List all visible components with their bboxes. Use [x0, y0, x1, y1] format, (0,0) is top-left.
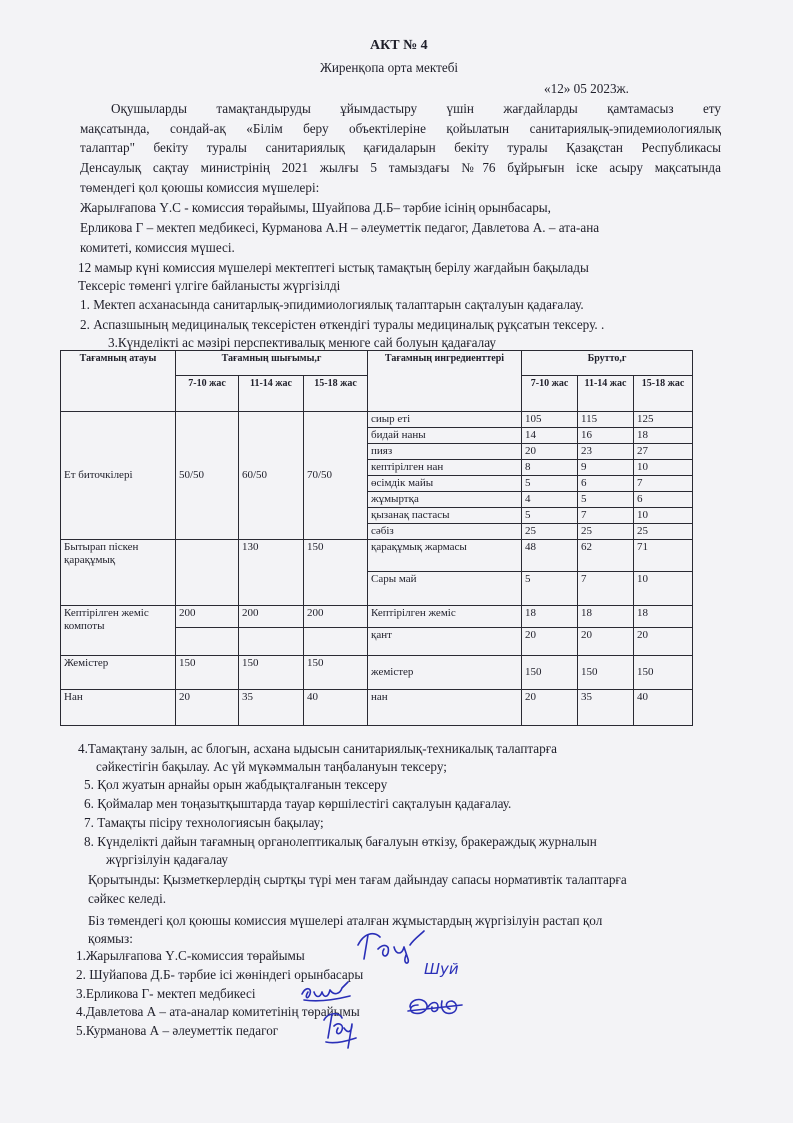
header-ingredients: Тағамның ингредиенттері [368, 351, 522, 412]
header-age: 15-18 жас [304, 376, 368, 412]
yield-cell [304, 628, 368, 656]
signatory-line: 4.Давлетова А – ата-аналар комитетінің төрайымы [76, 1004, 360, 1019]
ingredient-name: жұмыртқа [368, 492, 522, 508]
ingredient-name: пияз [368, 444, 522, 460]
brutto-cell: 10 [634, 572, 693, 606]
yield-cell: 60/50 [239, 412, 304, 540]
brutto-cell: 27 [634, 444, 693, 460]
yield-cell [176, 540, 239, 606]
intro-line: комитеті, комиссия мүшесі. [80, 240, 235, 255]
ingredient-name: қант [368, 628, 522, 656]
brutto-cell: 125 [634, 412, 693, 428]
yield-cell: 200 [176, 606, 239, 628]
header-age: 7-10 жас [522, 376, 578, 412]
ingredient-name: кептірілген нан [368, 460, 522, 476]
brutto-cell: 18 [634, 606, 693, 628]
conclusion-line: сәйкес келеді. [88, 891, 167, 906]
brutto-cell: 18 [634, 428, 693, 444]
table-row [61, 656, 693, 690]
check-item: 4.Тамақтану залын, ас блогын, асхана ыдысын санитариялық-техникалық талаптарға [78, 741, 558, 756]
check-item: 3.Күнделікті ас мәзірі перспективалық менюге сай болуын қадағалау [108, 335, 497, 350]
signature-1 [350, 925, 430, 965]
brutto-cell: 150 [522, 656, 578, 690]
conclusion-line: Қорытынды: Қызметкерлердің сыртқы түрі мен тағам дайындау сапасы нормативтік талаптарға [88, 872, 627, 887]
dish-name: Бытырап піскен қарақұмық [61, 540, 176, 606]
brutto-cell: 20 [578, 628, 634, 656]
check-item: жүргізілуін қадағалау [106, 852, 228, 867]
signatory-line: 5.Курманова А – әлеуметтік педагог [76, 1023, 279, 1038]
header-age: 15-18 жас [634, 376, 693, 412]
header-age: 11-14 жас [239, 376, 304, 412]
brutto-cell: 150 [578, 656, 634, 690]
brutto-cell: 20 [634, 628, 693, 656]
brutto-cell: 5 [522, 476, 578, 492]
intro-line: мақсатында, сондай-ақ «Білім беру объектілеріне қойылатын санитариялық-эпидемиологиялық [80, 121, 721, 136]
ingredient-name: Сары май [368, 572, 522, 606]
signatory-line: 1.Жарылғапова Ү.С-комиссия төрайымы [76, 948, 305, 963]
brutto-cell: 40 [634, 690, 693, 726]
yield-cell: 200 [239, 606, 304, 628]
brutto-cell: 4 [522, 492, 578, 508]
brutto-cell: 7 [578, 572, 634, 606]
brutto-cell: 35 [578, 690, 634, 726]
intro-line: Жарылғапова Ү.С - комиссия төрайымы, Шуайпова Д.Б– тәрбие ісінің орынбасары, [80, 200, 551, 215]
check-item: сәйкестігін бақылау. Ас үй мүкәммалын таңбалануын тексеру; [96, 759, 447, 774]
check-item: 7. Тамақты пісіру технологиясын бақылау; [84, 815, 324, 830]
brutto-cell: 16 [578, 428, 634, 444]
intro-line: Денсаулық сақтау министрінің 2021 жылғы 5 тамыздағы №76 бұйрығын іске асыру мақсатында [80, 160, 721, 175]
ingredient-name: Кептірілген жеміс [368, 606, 522, 628]
brutto-cell: 9 [578, 460, 634, 476]
check-item: 2. Аспазшының медициналық тексерістен өткендігі туралы медициналық рұқсатын тексеру. . [80, 317, 605, 332]
brutto-cell: 23 [578, 444, 634, 460]
ingredient-name: сәбіз [368, 524, 522, 540]
intro-line: Ерликова Г – мектеп медбикесі, Курманова А.Н – әлеуметтік педагог, Давлетова А. – ата-ана [80, 220, 600, 235]
signoff-line: қоямыз: [88, 931, 133, 946]
school-name: Жиренқопа орта мектебі [320, 60, 459, 75]
yield-cell: 50/50 [176, 412, 239, 540]
brutto-cell: 5 [578, 492, 634, 508]
yield-cell: 150 [176, 656, 239, 690]
ingredient-name: өсімдік майы [368, 476, 522, 492]
signature-2-text: Шуй [424, 960, 459, 978]
yield-cell: 40 [304, 690, 368, 726]
brutto-cell: 115 [578, 412, 634, 428]
brutto-cell: 18 [522, 606, 578, 628]
ingredient-name: жемістер [368, 656, 522, 690]
check-item: 8. Күнделікті дайын тағамның органолептикалық бағалуын өткізу, бракераждық журналын [84, 834, 597, 849]
brutto-cell: 150 [634, 656, 693, 690]
brutto-cell: 48 [522, 540, 578, 572]
dish-name: Кептірілген жеміс компоты [61, 606, 176, 656]
yield-cell: 130 [239, 540, 304, 606]
table-row [61, 412, 693, 428]
brutto-cell: 25 [522, 524, 578, 540]
menu-table [60, 350, 693, 726]
brutto-cell: 6 [578, 476, 634, 492]
intro-line: Тексеріс төменгі үлгіге байланысты жүргізілді [78, 278, 341, 293]
brutto-cell: 6 [634, 492, 693, 508]
act-date: «12» 05 2023ж. [544, 81, 629, 96]
ingredient-name: қызанақ пастасы [368, 508, 522, 524]
yield-cell: 200 [304, 606, 368, 628]
brutto-cell: 8 [522, 460, 578, 476]
brutto-cell: 7 [578, 508, 634, 524]
signature-2 [420, 956, 480, 982]
signature-5 [318, 1008, 362, 1058]
header-brutto: Брутто,г [522, 351, 693, 376]
brutto-cell: 5 [522, 508, 578, 524]
dish-name: Нан [61, 690, 176, 726]
ingredient-name: бидай наны [368, 428, 522, 444]
signature-4 [404, 993, 466, 1021]
header-yield: Тағамның шығымы,г [176, 351, 368, 376]
brutto-cell: 14 [522, 428, 578, 444]
yield-cell: 150 [304, 540, 368, 606]
brutto-cell: 10 [634, 460, 693, 476]
ingredient-name: қарақұмық жармасы [368, 540, 522, 572]
intro-line: Оқушыларды тамақтандыруды ұйымдастыру үшін жағдайларды қамтамасыз ету [111, 101, 721, 116]
yield-cell [239, 628, 304, 656]
signatory-line: 2. Шуйапова Д.Б- тәрбие ісі жөніндегі орынбасары [76, 967, 364, 982]
header-dish: Тағамның атауы [61, 351, 176, 412]
brutto-cell: 105 [522, 412, 578, 428]
yield-cell [176, 628, 239, 656]
dish-name: Ет биточкілері [61, 412, 176, 540]
act-title: АКТ № 4 [370, 38, 428, 53]
brutto-cell: 20 [522, 444, 578, 460]
yield-cell: 150 [239, 656, 304, 690]
header-age: 11-14 жас [578, 376, 634, 412]
brutto-cell: 25 [634, 524, 693, 540]
yield-cell: 70/50 [304, 412, 368, 540]
check-item: 5. Қол жуатын арнайы орын жабдықталғанын тексеру [84, 777, 388, 792]
brutto-cell: 71 [634, 540, 693, 572]
brutto-cell: 62 [578, 540, 634, 572]
yield-cell: 35 [239, 690, 304, 726]
signature-3 [298, 978, 358, 1004]
check-item: 6. Қоймалар мен тоңазытқыштарда тауар көршілестігі сақталуын қадағалау. [84, 796, 512, 811]
table-row [61, 690, 693, 726]
signoff-line: Біз төмендегі қол қоюшы комиссия мүшелері аталған жұмыстардың жүргізілуін растап қол [88, 913, 603, 928]
brutto-cell: 20 [522, 690, 578, 726]
brutto-cell: 7 [634, 476, 693, 492]
brutto-cell: 5 [522, 572, 578, 606]
yield-cell: 20 [176, 690, 239, 726]
table-row [61, 540, 693, 572]
brutto-cell: 20 [522, 628, 578, 656]
dish-name: Жемістер [61, 656, 176, 690]
brutto-cell: 10 [634, 508, 693, 524]
signatory-line: 3.Ерликова Г- мектеп медбикесі [76, 986, 256, 1001]
brutto-cell: 18 [578, 606, 634, 628]
intro-line: 12 мамыр күні комиссия мүшелері мектептегі ыстық тамақтың берілу жағдайын бақылады [78, 260, 589, 275]
header-age: 7-10 жас [176, 376, 239, 412]
intro-line: төмендегі қол қоюшы комиссия мүшелері: [80, 180, 320, 195]
intro-line: талаптар" бекіту туралы санитариялық қағидаларын бекіту туралы Қазақстан Республикасы [80, 140, 721, 155]
check-item: 1. Мектеп асханасында санитарлық-эпидимиологиялық талаптарын сақталуын қадағалау. [80, 297, 584, 312]
yield-cell: 150 [304, 656, 368, 690]
ingredient-name: сиыр еті [368, 412, 522, 428]
ingredient-name: нан [368, 690, 522, 726]
table-row [61, 606, 693, 628]
brutto-cell: 25 [578, 524, 634, 540]
